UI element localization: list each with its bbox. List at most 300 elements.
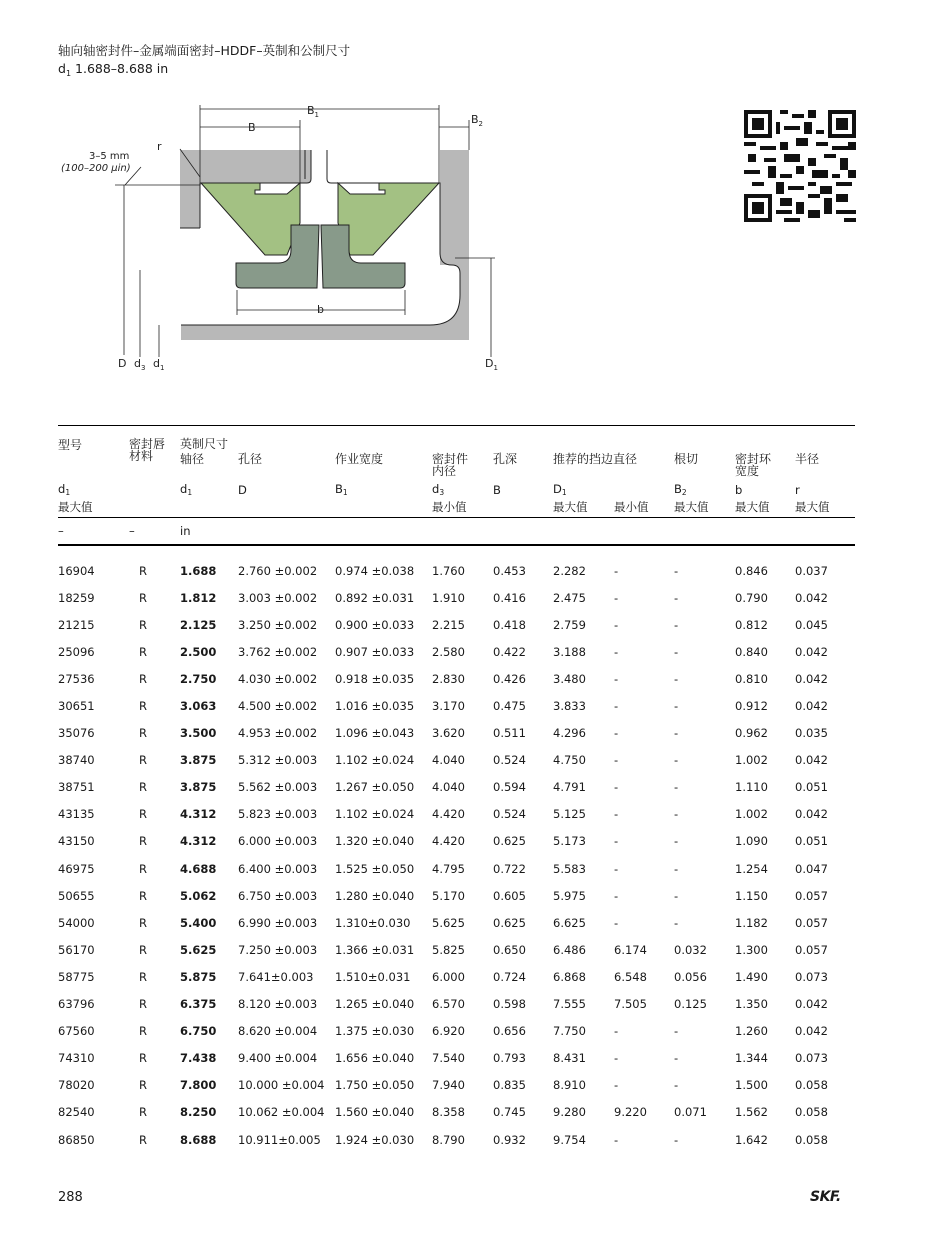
table-cell: - bbox=[674, 888, 679, 903]
table-cell: 2.282 bbox=[553, 563, 586, 578]
table-cell: 6.625 bbox=[553, 915, 586, 930]
table-cell: R bbox=[139, 563, 147, 578]
table-cell: 2.580 bbox=[432, 644, 465, 659]
table-cell: 0.073 bbox=[795, 969, 828, 984]
table-cell: 6.000 bbox=[432, 969, 465, 984]
table-cell: 3.875 bbox=[180, 753, 217, 768]
table-cell: 4.750 bbox=[553, 753, 586, 768]
table-cell: 4.296 bbox=[553, 726, 586, 741]
table-cell: - bbox=[674, 590, 679, 605]
table-cell: 30651 bbox=[58, 699, 95, 714]
table-cell: 78020 bbox=[58, 1078, 95, 1093]
table-cell: R bbox=[139, 617, 147, 632]
table-row bbox=[58, 828, 855, 855]
table-cell: 0.045 bbox=[795, 617, 828, 632]
table-cell: 2.750 bbox=[180, 671, 217, 686]
table-cell: 1.525 ±0.050 bbox=[335, 861, 415, 876]
table-cell: 5.625 bbox=[432, 915, 465, 930]
table-cell: 4.500 ±0.002 bbox=[238, 699, 318, 714]
page-header bbox=[58, 42, 350, 83]
table-cell: 2.125 bbox=[180, 617, 217, 632]
table-cell: 0.042 bbox=[795, 997, 828, 1012]
table-cell: 0.598 bbox=[493, 997, 526, 1012]
table-cell: 0.057 bbox=[795, 888, 828, 903]
col-radius-header: 半径 bbox=[795, 452, 820, 466]
table-cell: R bbox=[139, 1051, 147, 1066]
table-cell: - bbox=[614, 780, 619, 795]
table-cell: 54000 bbox=[58, 915, 95, 930]
table-cell: 6.174 bbox=[614, 942, 647, 957]
table-cell: R bbox=[139, 1024, 147, 1039]
table-cell: 8.358 bbox=[432, 1105, 465, 1120]
table-cell: 82540 bbox=[58, 1105, 95, 1120]
table-cell: 7.641±0.003 bbox=[238, 969, 314, 984]
table-cell: 3.480 bbox=[553, 671, 586, 686]
table-cell: 6.486 bbox=[553, 942, 586, 957]
table-cell: - bbox=[614, 1051, 619, 1066]
table-cell: 9.754 bbox=[553, 1132, 586, 1147]
table-cell: - bbox=[614, 671, 619, 686]
table-cell: 1.110 bbox=[735, 780, 768, 795]
table-cell: - bbox=[674, 617, 679, 632]
table-cell: R bbox=[139, 1132, 147, 1147]
table-cell: 6.990 ±0.003 bbox=[238, 915, 318, 930]
table-cell: 1.910 bbox=[432, 590, 465, 605]
table-cell: R bbox=[139, 1078, 147, 1093]
table-row bbox=[58, 692, 855, 719]
table-cell: 0.722 bbox=[493, 861, 526, 876]
table-cell: 1.350 bbox=[735, 997, 768, 1012]
col-undercut-header: 根切 bbox=[674, 452, 699, 466]
table-cell: 8.910 bbox=[553, 1078, 586, 1093]
table-cell: R bbox=[139, 780, 147, 795]
table-cell: 1.320 ±0.040 bbox=[335, 834, 415, 849]
table-cell: 0.650 bbox=[493, 942, 526, 957]
table-cell: 7.750 bbox=[553, 1024, 586, 1039]
table-cell: 0.625 bbox=[493, 834, 526, 849]
table-cell: 0.453 bbox=[493, 563, 526, 578]
table-cell: 21215 bbox=[58, 617, 95, 632]
header-row-units: – – in bbox=[58, 518, 855, 546]
table-cell: 0.840 bbox=[735, 644, 768, 659]
table-row bbox=[58, 936, 855, 963]
table-row bbox=[58, 855, 855, 882]
table-cell: - bbox=[674, 834, 679, 849]
dim-B: B bbox=[248, 121, 256, 134]
table-cell: 8.120 ±0.003 bbox=[238, 997, 318, 1012]
table-cell: 25096 bbox=[58, 644, 95, 659]
table-cell: 3.063 bbox=[180, 699, 217, 714]
table-cell: 0.042 bbox=[795, 699, 828, 714]
table-cell: 7.505 bbox=[614, 997, 647, 1012]
table-cell: 43150 bbox=[58, 834, 95, 849]
table-cell: 0.724 bbox=[493, 969, 526, 984]
table-cell: 6.920 bbox=[432, 1024, 465, 1039]
table-cell: 1.260 bbox=[735, 1024, 768, 1039]
table-cell: 1.750 ±0.050 bbox=[335, 1078, 415, 1093]
table-row bbox=[58, 665, 855, 692]
col-ring-width-header: 密封环 宽度 bbox=[735, 452, 772, 478]
table-row bbox=[58, 963, 855, 990]
table-cell: 35076 bbox=[58, 726, 95, 741]
table-cell: 0.846 bbox=[735, 563, 768, 578]
table-cell: 6.375 bbox=[180, 997, 217, 1012]
table-cell: 0.511 bbox=[493, 726, 526, 741]
table-cell: - bbox=[674, 1078, 679, 1093]
table-cell: 1.182 bbox=[735, 915, 768, 930]
table-cell: 1.090 bbox=[735, 834, 768, 849]
table-row bbox=[58, 801, 855, 828]
table-row bbox=[58, 747, 855, 774]
table-cell: 0.042 bbox=[795, 644, 828, 659]
table-cell: 0.058 bbox=[795, 1078, 828, 1093]
table-cell: 3.762 ±0.002 bbox=[238, 644, 318, 659]
table-cell: 3.875 bbox=[180, 780, 217, 795]
roughness-mm: 3–5 mm bbox=[89, 151, 130, 162]
table-cell: - bbox=[614, 753, 619, 768]
table-cell: 2.759 bbox=[553, 617, 586, 632]
table-cell: 27536 bbox=[58, 671, 95, 686]
table-cell: 0.907 ±0.033 bbox=[335, 644, 415, 659]
table-cell: 0.974 ±0.038 bbox=[335, 563, 415, 578]
table-cell: 0.058 bbox=[795, 1132, 828, 1147]
table-row bbox=[58, 1126, 855, 1153]
table-cell: 74310 bbox=[58, 1051, 95, 1066]
table-cell: 8.688 bbox=[180, 1132, 217, 1147]
table-cell: 3.250 ±0.002 bbox=[238, 617, 318, 632]
table-cell: 2.500 bbox=[180, 644, 217, 659]
table-cell: 6.868 bbox=[553, 969, 586, 984]
table-cell: R bbox=[139, 807, 147, 822]
table-cell: 4.795 bbox=[432, 861, 465, 876]
table-cell: 0.810 bbox=[735, 671, 768, 686]
table-cell: 58775 bbox=[58, 969, 95, 984]
table-cell: 3.188 bbox=[553, 644, 586, 659]
table-cell: 7.540 bbox=[432, 1051, 465, 1066]
table-cell: 1.280 ±0.040 bbox=[335, 888, 415, 903]
table-cell: 1.760 bbox=[432, 563, 465, 578]
table-cell: R bbox=[139, 969, 147, 984]
table-cell: 4.953 ±0.002 bbox=[238, 726, 318, 741]
table-cell: 9.220 bbox=[614, 1105, 647, 1120]
table-row bbox=[58, 584, 855, 611]
table-cell: - bbox=[614, 888, 619, 903]
table-cell: 1.002 bbox=[735, 807, 768, 822]
table-cell: 0.051 bbox=[795, 834, 828, 849]
col-shaft-header: 轴径 bbox=[180, 452, 205, 466]
table-cell: 0.422 bbox=[493, 644, 526, 659]
table-cell: - bbox=[614, 915, 619, 930]
table-cell: 0.524 bbox=[493, 807, 526, 822]
table-cell: 5.823 ±0.003 bbox=[238, 807, 318, 822]
table-cell: 4.420 bbox=[432, 834, 465, 849]
dim-B1: $B_1$ bbox=[307, 104, 320, 119]
table-cell: 3.500 bbox=[180, 726, 217, 741]
table-cell: 18259 bbox=[58, 590, 95, 605]
table-cell: 0.793 bbox=[493, 1051, 526, 1066]
table-cell: 0.057 bbox=[795, 942, 828, 957]
table-cell: 0.416 bbox=[493, 590, 526, 605]
table-cell: R bbox=[139, 726, 147, 741]
table-cell: 1.300 bbox=[735, 942, 768, 957]
table-cell: 16904 bbox=[58, 563, 95, 578]
spec-table-body bbox=[58, 557, 855, 1153]
table-cell: 6.570 bbox=[432, 997, 465, 1012]
table-row bbox=[58, 638, 855, 665]
table-cell: 4.040 bbox=[432, 753, 465, 768]
table-cell: - bbox=[614, 1024, 619, 1039]
table-cell: 0.625 bbox=[493, 915, 526, 930]
table-cell: 1.254 bbox=[735, 861, 768, 876]
table-cell: 4.791 bbox=[553, 780, 586, 795]
table-cell: 1.016 ±0.035 bbox=[335, 699, 415, 714]
table-cell: 0.962 bbox=[735, 726, 768, 741]
table-row bbox=[58, 611, 855, 638]
table-cell: 0.918 ±0.035 bbox=[335, 671, 415, 686]
table-cell: 0.042 bbox=[795, 590, 828, 605]
table-cell: 1.002 bbox=[735, 753, 768, 768]
table-cell: 1.265 ±0.040 bbox=[335, 997, 415, 1012]
table-cell: R bbox=[139, 997, 147, 1012]
table-cell: 5.173 bbox=[553, 834, 586, 849]
table-cell: 1.096 ±0.043 bbox=[335, 726, 415, 741]
table-cell: 1.500 bbox=[735, 1078, 768, 1093]
table-cell: 0.475 bbox=[493, 699, 526, 714]
table-cell: 2.830 bbox=[432, 671, 465, 686]
col-material-header: 密封唇 材料 bbox=[129, 437, 166, 463]
col-seal-id-header: 密封件 内径 bbox=[432, 452, 469, 478]
page-number: 288 bbox=[58, 1190, 83, 1205]
table-cell: 1.344 bbox=[735, 1051, 768, 1066]
table-cell: - bbox=[614, 726, 619, 741]
table-cell: 3.003 ±0.002 bbox=[238, 590, 318, 605]
table-cell: 1.366 ±0.031 bbox=[335, 942, 415, 957]
table-cell: 1.267 ±0.050 bbox=[335, 780, 415, 795]
size-range: $d_1$ 1.688–8.688 in bbox=[58, 61, 169, 78]
dim-d1: $d_1$ bbox=[153, 357, 165, 372]
table-cell: 5.170 bbox=[432, 888, 465, 903]
table-cell: 1.688 bbox=[180, 563, 217, 578]
table-cell: 1.310±0.030 bbox=[335, 915, 411, 930]
table-cell: R bbox=[139, 942, 147, 957]
table-cell: - bbox=[674, 1132, 679, 1147]
table-cell: 3.620 bbox=[432, 726, 465, 741]
table-cell: 1.150 bbox=[735, 888, 768, 903]
table-row bbox=[58, 557, 855, 584]
table-cell: 4.312 bbox=[180, 807, 217, 822]
table-cell: 9.400 ±0.004 bbox=[238, 1051, 318, 1066]
dim-b: b bbox=[317, 303, 324, 316]
table-cell: - bbox=[674, 699, 679, 714]
table-cell: - bbox=[614, 563, 619, 578]
table-row bbox=[58, 1018, 855, 1045]
table-cell: 56170 bbox=[58, 942, 95, 957]
table-cell: 1.560 ±0.040 bbox=[335, 1105, 415, 1120]
table-cell: 8.431 bbox=[553, 1051, 586, 1066]
table-cell: 0.042 bbox=[795, 671, 828, 686]
table-cell: 67560 bbox=[58, 1024, 95, 1039]
table-cell: 1.562 bbox=[735, 1105, 768, 1120]
table-cell: 0.418 bbox=[493, 617, 526, 632]
dim-d3: $d_3$ bbox=[134, 357, 146, 372]
table-cell: 10.062 ±0.004 bbox=[238, 1105, 325, 1120]
table-row bbox=[58, 1099, 855, 1126]
table-cell: 5.875 bbox=[180, 969, 217, 984]
table-cell: 7.438 bbox=[180, 1051, 217, 1066]
seal-left bbox=[201, 183, 300, 255]
table-cell: 0.037 bbox=[795, 563, 828, 578]
table-cell: 2.760 ±0.002 bbox=[238, 563, 318, 578]
table-cell: 7.800 bbox=[180, 1078, 217, 1093]
table-cell: - bbox=[674, 807, 679, 822]
col-shoulder-header: 推荐的挡边直径 bbox=[553, 452, 638, 466]
table-cell: - bbox=[674, 644, 679, 659]
table-cell: 46975 bbox=[58, 861, 95, 876]
table-cell: - bbox=[614, 1078, 619, 1093]
table-cell: 1.102 ±0.024 bbox=[335, 753, 415, 768]
table-cell: 0.594 bbox=[493, 780, 526, 795]
table-cell: 1.812 bbox=[180, 590, 217, 605]
table-cell: 0.892 ±0.031 bbox=[335, 590, 415, 605]
table-cell: 5.975 bbox=[553, 888, 586, 903]
table-cell: - bbox=[614, 861, 619, 876]
table-cell: 1.490 bbox=[735, 969, 768, 984]
table-cell: - bbox=[614, 1132, 619, 1147]
table-cell: 5.625 bbox=[180, 942, 217, 957]
dim-B2: $B_2$ bbox=[471, 113, 484, 128]
table-row bbox=[58, 882, 855, 909]
table-cell: - bbox=[674, 753, 679, 768]
table-cell: 9.280 bbox=[553, 1105, 586, 1120]
table-cell: 7.250 ±0.003 bbox=[238, 942, 318, 957]
table-cell: - bbox=[674, 726, 679, 741]
table-cell: - bbox=[614, 699, 619, 714]
table-cell: - bbox=[674, 671, 679, 686]
table-cell: 63796 bbox=[58, 997, 95, 1012]
table-cell: R bbox=[139, 699, 147, 714]
table-cell: 6.750 bbox=[180, 1024, 217, 1039]
table-cell: 3.833 bbox=[553, 699, 586, 714]
col-depth-header: 孔深 bbox=[493, 452, 518, 466]
table-cell: 3.170 bbox=[432, 699, 465, 714]
table-cell: 0.656 bbox=[493, 1024, 526, 1039]
table-cell: 5.562 ±0.003 bbox=[238, 780, 318, 795]
table-cell: R bbox=[139, 753, 147, 768]
dim-D1: $D_1$ bbox=[485, 357, 498, 372]
table-cell: 0.057 bbox=[795, 915, 828, 930]
table-cell: 0.042 bbox=[795, 1024, 828, 1039]
table-cell: 1.510±0.031 bbox=[335, 969, 411, 984]
table-cell: - bbox=[674, 563, 679, 578]
table-cell: - bbox=[614, 834, 619, 849]
skf-logo: SKF. bbox=[810, 1189, 841, 1205]
header-row-names bbox=[58, 426, 855, 478]
table-cell: 4.030 ±0.002 bbox=[238, 671, 318, 686]
table-cell: 0.932 bbox=[493, 1132, 526, 1147]
header-row-symbols: d1 d1 D B1 d3 B D1 B2 b r bbox=[58, 482, 800, 497]
table-cell: 0.071 bbox=[674, 1105, 707, 1120]
col-width-header: 作业宽度 bbox=[335, 452, 384, 466]
table-cell: 6.548 bbox=[614, 969, 647, 984]
col-inch-dims-header: 英制尺寸 轴径 孔径 作业宽度 密封件 内径 孔深 推荐的挡边直径 根切 密封环 宽度 半径 bbox=[180, 426, 855, 478]
table-cell: 5.312 ±0.003 bbox=[238, 753, 318, 768]
table-cell: 1.642 bbox=[735, 1132, 768, 1147]
table-cell: 7.555 bbox=[553, 997, 586, 1012]
table-cell: 5.125 bbox=[553, 807, 586, 822]
table-row bbox=[58, 1072, 855, 1099]
table-cell: - bbox=[674, 1024, 679, 1039]
table-cell: 4.420 bbox=[432, 807, 465, 822]
table-cell: 0.900 ±0.033 bbox=[335, 617, 415, 632]
seal-cross-section-drawing bbox=[55, 95, 515, 385]
table-cell: - bbox=[614, 644, 619, 659]
table-cell: 6.000 ±0.003 bbox=[238, 834, 318, 849]
spec-table bbox=[58, 425, 855, 1153]
roughness-uin: (100–200 µin) bbox=[61, 163, 131, 174]
table-cell: 0.125 bbox=[674, 997, 707, 1012]
table-cell: 1.102 ±0.024 bbox=[335, 807, 415, 822]
table-cell: 38751 bbox=[58, 780, 95, 795]
table-cell: - bbox=[674, 915, 679, 930]
table-cell: 0.605 bbox=[493, 888, 526, 903]
col-model-header: 型号 bbox=[58, 438, 83, 452]
table-cell: 0.056 bbox=[674, 969, 707, 984]
table-cell: 5.825 bbox=[432, 942, 465, 957]
table-cell: R bbox=[139, 644, 147, 659]
table-cell: 0.524 bbox=[493, 753, 526, 768]
table-cell: 8.250 bbox=[180, 1105, 217, 1120]
table-cell: 0.745 bbox=[493, 1105, 526, 1120]
table-cell: 0.051 bbox=[795, 780, 828, 795]
table-cell: - bbox=[674, 1051, 679, 1066]
table-cell: R bbox=[139, 915, 147, 930]
table-cell: 5.062 bbox=[180, 888, 217, 903]
table-cell: 0.042 bbox=[795, 753, 828, 768]
table-cell: 4.688 bbox=[180, 861, 217, 876]
qr-code bbox=[744, 110, 856, 222]
table-cell: 0.035 bbox=[795, 726, 828, 741]
table-row bbox=[58, 720, 855, 747]
table-cell: 8.790 bbox=[432, 1132, 465, 1147]
table-cell: - bbox=[614, 617, 619, 632]
table-cell: R bbox=[139, 590, 147, 605]
table-row bbox=[58, 774, 855, 801]
table-cell: 0.835 bbox=[493, 1078, 526, 1093]
table-cell: - bbox=[614, 807, 619, 822]
table-cell: R bbox=[139, 888, 147, 903]
table-cell: 0.912 bbox=[735, 699, 768, 714]
table-cell: 2.215 bbox=[432, 617, 465, 632]
table-cell: 10.911±0.005 bbox=[238, 1132, 321, 1147]
table-row bbox=[58, 991, 855, 1018]
table-cell: 0.032 bbox=[674, 942, 707, 957]
table-cell: 0.790 bbox=[735, 590, 768, 605]
table-cell: 6.400 ±0.003 bbox=[238, 861, 318, 876]
table-cell: 4.040 bbox=[432, 780, 465, 795]
dim-r: r bbox=[157, 140, 162, 153]
table-cell: 1.924 ±0.030 bbox=[335, 1132, 415, 1147]
table-cell: 86850 bbox=[58, 1132, 95, 1147]
table-cell: 5.583 bbox=[553, 861, 586, 876]
page-title: 轴向轴密封件–金属端面密封–HDDF–英制和公制尺寸 bbox=[58, 43, 351, 58]
table-cell: 43135 bbox=[58, 807, 95, 822]
table-cell: 0.042 bbox=[795, 807, 828, 822]
table-cell: 7.940 bbox=[432, 1078, 465, 1093]
table-cell: R bbox=[139, 1105, 147, 1120]
table-cell: 6.750 ±0.003 bbox=[238, 888, 318, 903]
table-cell: 2.475 bbox=[553, 590, 586, 605]
table-cell: - bbox=[614, 590, 619, 605]
